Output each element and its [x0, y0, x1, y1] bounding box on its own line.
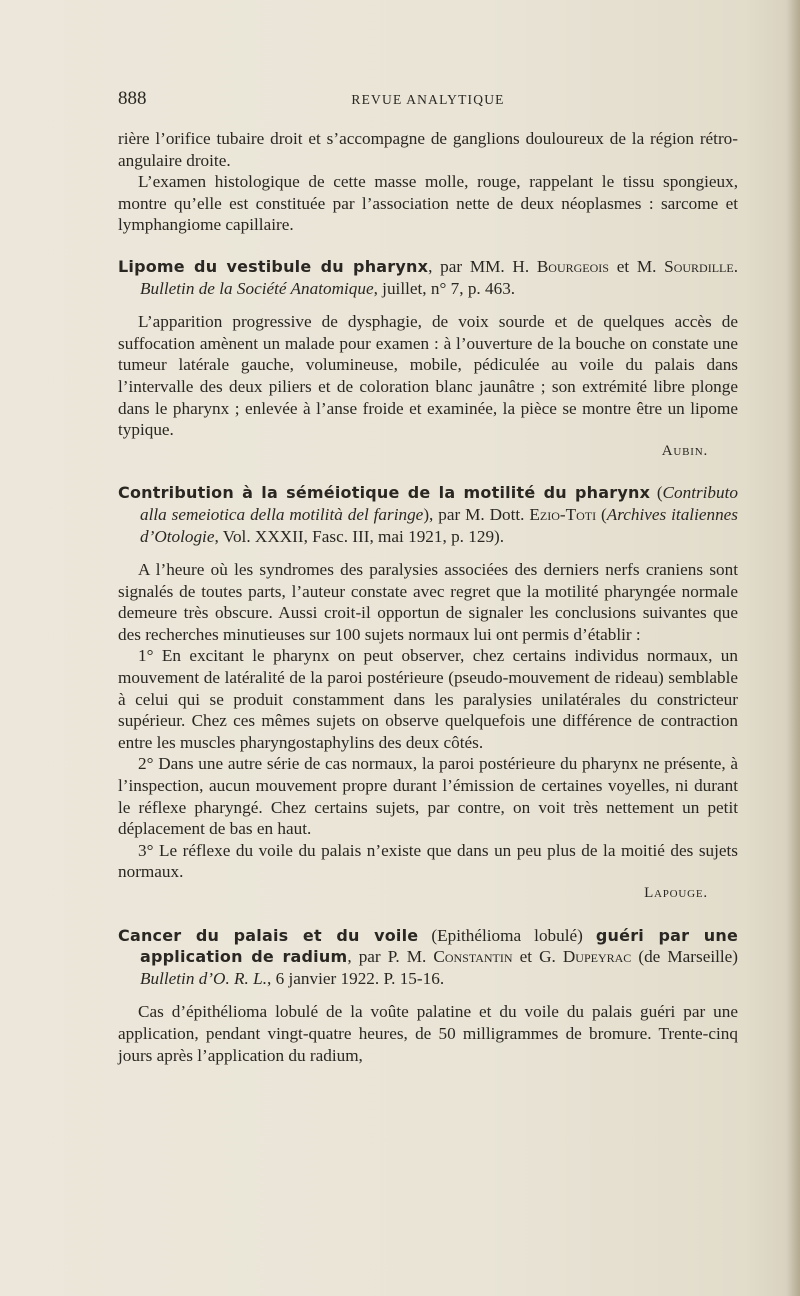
byline: , par P. M. — [347, 947, 434, 967]
journal-reference: , Vol. XXXII, Fasc. III, mai 1921, p. 129). — [214, 526, 505, 546]
byline-sep: . — [733, 256, 739, 276]
author-name-2: Dupeyrac — [562, 947, 632, 967]
byline-and: et M. — [608, 256, 665, 276]
article-title: Lipome du vestibule du pharynx — [118, 256, 429, 276]
author-name-2: Sourdille — [664, 256, 734, 276]
conclusion-item-2: 2° Dans une autre série de cas normaux, la paroi postérieure du pharynx ne présente, à l’inspection, aucun mouvement propre durant l’émission de certaines voyelles, ni durant le réflexe pharyngé. Chez certains sujets, par contre, on voit très nettement un petit déplacement de bas en haut. — [118, 754, 738, 839]
signature: Lapouge. — [644, 885, 708, 901]
author-name: Ezio-Toti — [529, 504, 597, 524]
journal-title: Bulletin d’O. R. L. — [140, 968, 267, 988]
article-body: A l’heure où les syndromes des paralysies associées des derniers nerfs craniens sont signalés de toutes parts, l’auteur constate avec regret que la motilité pharyngée normale demeure très obscure. Aussi croit-il opportun de signaler les conclusions suivantes que des recherches minutieuses sur 100 sujets normaux lui ont permis d’établir : — [118, 560, 738, 644]
conclusion-item-3: 3° Le réflexe du voile du palais n’existe que dans un peu plus de la moitié des sujets normaux. — [118, 840, 738, 882]
article-title: Contribution à la séméiotique de la motilité du pharynx — [118, 483, 651, 503]
journal-reference: , 6 janvier 1922. P. 15-16. — [267, 968, 445, 988]
byline: ), par M. Dott. — [423, 504, 530, 524]
byline: , par MM. H. — [428, 256, 537, 276]
article-subtitle: (Epithélioma lobulé) — [418, 925, 596, 945]
author-name: Constantin — [433, 947, 513, 967]
conclusion-item-1: 1° En excitant le pharynx on peut observer, chez certains individus normaux, un mouvement de latéralité de la paroi postérieure (pseudo-mouvement de rideau) semblable à celui qui se produit constamment dans les paralysies unilatérales du constricteur supérieur. Chez ces mêmes sujets on observe quelquefois une différence de contraction entre les muscles pharyngostaphylins des deux côtés. — [118, 646, 738, 752]
page-number: 888 — [118, 88, 147, 109]
article-title-continued: guéri par une application de radium — [140, 925, 738, 967]
journal-reference: , juillet, n° 7, p. 463. — [373, 278, 516, 298]
intro-paragraph: rière l’orifice tubaire droit et s’accompagne de ganglions douloureux de la région rétro-angulaire droite. — [118, 129, 738, 170]
article-body: L’apparition progressive de dysphagie, de voix sourde et de quelques accès de suffocation amènent un malade pour examen : à l’ouverture de la bouche on constate une tumeur latérale gauche, volumineuse, mobile, pédiculée au voile du palais dans l’intervalle des deux piliers et de coloration blanc jaunâtre ; son extrémité libre plonge dans le pharynx ; enlevée à l’anse froide et examinée, la pièce se montre être un lipome typique. — [118, 312, 738, 440]
page-content — [118, 128, 738, 1066]
byline-and: et G. — [512, 947, 563, 967]
author-name: Bourgeois — [536, 256, 609, 276]
affiliation: (de Marseille) — [631, 947, 738, 967]
italian-title: Contributo alla semeiotica della motilità del faringe — [140, 483, 738, 524]
article-heading-lipome — [118, 256, 738, 299]
journal-title: Archives italiennes d’Otologie — [140, 504, 738, 546]
intro-paragraph-2: L’examen histologique de cette masse molle, rouge, rappelant le tissu spongieux, montre qu’elle est constituée par l’association nette de deux néoplasmes : sarcome et lymphangiome capillaire. — [118, 172, 738, 235]
article-heading-motilite: Contribution à la séméiotique de la motilité du pharynx (Contributo alla semeiotica della motilità del faringe), par M. Dott. Ezio-Toti (Archives italiennes d’Otologie, Vol. XXXII, Fasc. III, mai 1921, p. 129). — [118, 483, 738, 546]
signature: Aubin. — [661, 442, 708, 459]
running-header — [118, 88, 738, 112]
running-title: REVUE ANALYTIQUE — [351, 92, 505, 107]
article-body: Cas d’épithélioma lobulé de la voûte palatine et du voile du palais guéri par une application, pendant vingt-quatre heures, de 50 milligrammes de bromure. Trente-cinq jours après l’application du radium, — [118, 1002, 738, 1065]
page-edge-shadow — [786, 0, 800, 1296]
article-title: Cancer du palais et du voile — [118, 925, 419, 945]
journal-title: Bulletin de la Société Anatomique — [140, 278, 374, 298]
article-heading-cancer — [118, 925, 738, 990]
